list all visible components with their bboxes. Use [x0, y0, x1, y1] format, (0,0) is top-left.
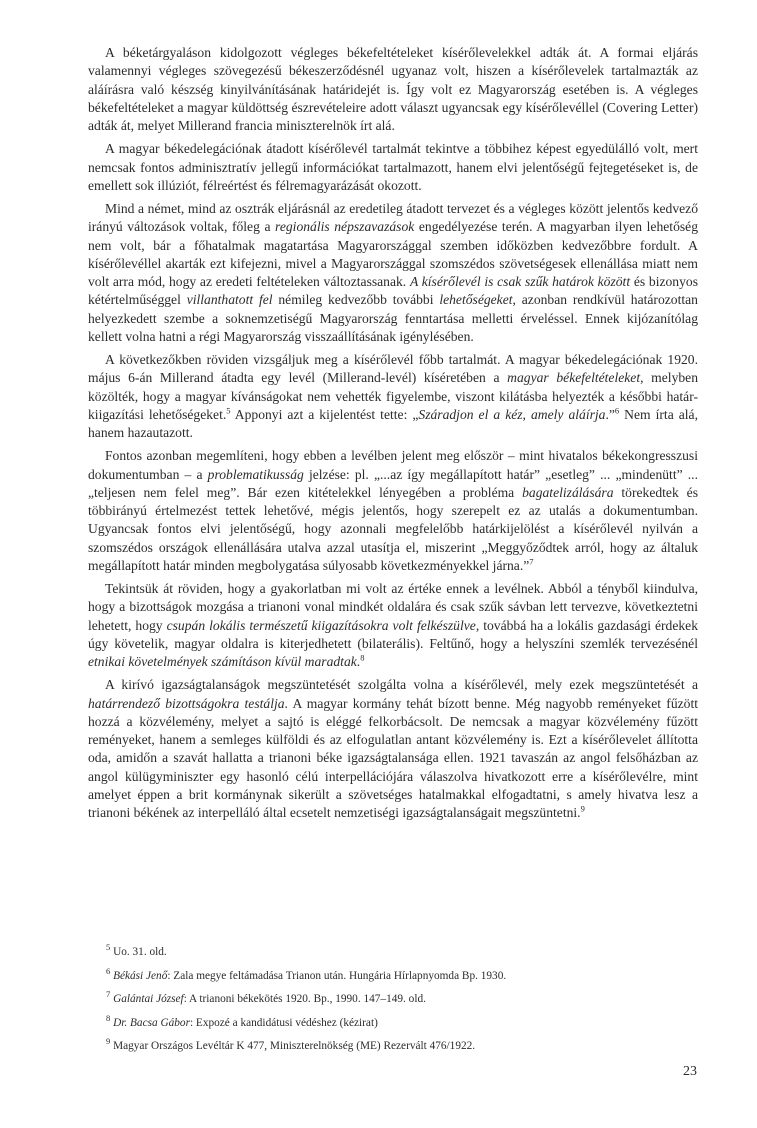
- text-run: A béketárgyaláson kidolgozott végleges békefeltételeket kísérőlevelekkel adták át. A formai eljárás valamennyi végleges szövegezésű békeszerződésnél ugyanaz volt, hiszen a kísérőlevelek tartalmazták az aláírásra való készség kinyilvánításának határidejét is. Így volt ez Magyarország esetében is. A végleges békefeltételeket a magyar küldöttség észrevételeire adott választ ugyancsak egy kísérőlevéllel (Covering Letter) adták át, melyet Millerand francia miniszterelnök írt alá.: [88, 45, 698, 133]
- footnote-ref: 6: [106, 965, 111, 976]
- text-run: .: [356, 654, 361, 669]
- body-text: [88, 44, 698, 827]
- text-run: , melyben közölték, hogy a magyar kívánságokat nem vehették figyelembe, viszont kilátásba helyezték a későbbi határ-kiigazítási lehetőségeket.: [88, 370, 698, 422]
- text-run: , azonban rendkívül határozottan helyezkedett szembe a soknemzetiségű Magyarország fenntartása melletti érveléssel. Ennek kijózanítólag kellett volna hatni a régi Magyarország visszaállításának igénylésében.: [88, 292, 698, 344]
- text-run: törekedtek és többirányú értelmezést tettek lehetővé, mégis jelentős, hogy szerepelt ez az utalás a dokumentumban. Ugyancsak fontos elvi jelentőségű, hogy azonnali megfelelőbb határkijelölést a kísérőlevél nyilván a szomszédos országok ellenállására utalva azzal utasítja el, miszerint „Meggyőződtek arról, hogy az általuk megállapított határ minden megbolygatása súlyosabb következményekkel járna.”: [88, 484, 698, 573]
- footnote: [88, 1038, 698, 1054]
- footnote-ref: 6: [614, 405, 620, 416]
- text-run: : Zala megye feltámadása Trianon után. Hungária Hírlapnyomda Bp. 1930.: [167, 969, 507, 982]
- paragraph: [88, 200, 698, 346]
- footnotes: [88, 944, 698, 1062]
- text-run: némileg kedvezőbb további: [272, 292, 440, 308]
- text-run: A kirívó igazságtalanságok megszüntetését szolgálta volna a kísérőlevél, mely ezek megszüntetését a: [105, 677, 698, 693]
- italic-text: bagatelizálására: [522, 484, 614, 500]
- footnote-ref: 9: [580, 803, 585, 814]
- footnote-ref: 8: [106, 1012, 111, 1023]
- italic-text: problematikusság: [207, 466, 304, 482]
- italic-text: villanthatott fel: [186, 292, 273, 308]
- italic-text: lehetőségeket: [439, 292, 513, 308]
- page-number: 23: [683, 1064, 697, 1079]
- italic-text: regionális népszavazások: [275, 219, 415, 235]
- italic-text: A kísérőlevél is csak szűk határok között: [409, 274, 631, 289]
- footnote-ref: 5: [106, 942, 111, 953]
- paragraph: [88, 44, 698, 135]
- footnote-ref: 7: [529, 556, 534, 567]
- paragraph: [88, 580, 698, 671]
- italic-text: magyar békefeltételeket: [507, 370, 641, 386]
- italic-text: határrendező bizottságokra testálja: [88, 695, 285, 711]
- italic-text: Békási Jenő: [113, 969, 168, 982]
- italic-text: csupán lokális természetű kiigazításokra volt felkészülve: [166, 617, 476, 633]
- paragraph: [88, 351, 698, 442]
- italic-text: Galántai József: [113, 993, 184, 1005]
- text-run: .”: [605, 406, 615, 422]
- paragraph: [88, 447, 698, 575]
- text-run: . A magyar kormány tehát bízott benne. Még nagyobb reményeket fűzött hozzá a közvélemény, melyet a sajtó is eléggé felkorbácsolt. De nemcsak a magyar közvélemény fűzött reményeket, hanem a semleges külföldi és az elfogulatlan antant közvélemény is. Ezt a kísérőlevelet állította oda, amidőn a szavát hallatta a trianoni béke igazságtalansága ellen. 1921 tavaszán az angol felsőházban az angol külügyminiszter egy hasonló célú interpellációjára válaszolva hivatkozott erre a kísérőlevélre, mint amelyet éppen a brit kormánynak sikerült a szövetséges hatalmakkal elfogadtatni, s amely hivatva lesz a trianoni békének az interpelláló által ecsetelt nemzetiségi igazságtalanságait megszüntetni.: [88, 695, 698, 820]
- text-run: : A trianoni békekötés 1920. Bp., 1990. 147–149. old.: [183, 993, 426, 1005]
- text-run: A következőkben röviden vizsgáljuk meg a kísérőlevél főbb tartalmát. A magyar békedelegációnak 1920. május 6-án Millerand átadta egy levél (Millerand-levél) kíséretében a: [88, 352, 698, 386]
- text-run: és bizonyos kétértelműséggel: [88, 274, 698, 308]
- footnote-ref: 5: [226, 405, 231, 416]
- text-run: , továbbá ha a lokális gazdasági érdekek úgy követelik, magyar oldalra is kiterjedhetett (bilaterális). Feltűnő, hogy a helyszíni szemlék tervezésénél: [88, 617, 699, 651]
- footnote-ref: 7: [106, 989, 111, 1000]
- footnote-ref: 9: [106, 1036, 111, 1047]
- italic-text: etnikai követelmények számításon kívül maradtak: [88, 654, 357, 669]
- text-run: engedélyezése terén. A magyarban ilyen lehetőség nem volt, bár a főhatalmak magatartása Magyarországgal szemben időközben kedvezőbbre fordult. A kísérőlevéllel akarták ezt kifejezni, mivel a Magyarországgal szomszédos szövetségesek ellenállása miatt nem volt arra mód, hogy az eredeti feltételeken változtassanak.: [88, 219, 698, 289]
- footnote: [88, 991, 698, 1007]
- text-run: A magyar békedelegációnak átadott kísérőlevél tartalmát tekintve a többihez képest egyedülálló volt, mert nemcsak fontos adminisztratív jellegű információkat tartalmazott, hanem elvi jelentőségű fejtegetéseket is, de emellett sok illúziót, félreértést és félremagyarázását okozott.: [88, 141, 698, 193]
- footnote: [88, 944, 698, 960]
- text-run: Mind a német, mind az osztrák eljárásnál az eredetileg átadott tervezet és a végleges között jelentős kedvező irányú változások voltak, főleg a: [88, 201, 698, 235]
- text-run: Apponyi azt a kijelentést tette: „: [230, 406, 419, 422]
- italic-text: Száradjon el a kéz, amely aláírja: [418, 406, 606, 422]
- text-run: Magyar Országos Levéltár K 477, Miniszterelnökség (ME) Rezervált 476/1922.: [110, 1040, 476, 1052]
- paragraph: [88, 676, 698, 822]
- text-run: Fontos azonban megemlíteni, hogy ebben a levélben jelent meg először – mint hivatalos békekongresszusi dokumentumban – a: [88, 448, 698, 482]
- italic-text: Dr. Bacsa Gábor: [113, 1016, 190, 1029]
- paragraph: [88, 140, 698, 195]
- footnote-ref: 8: [360, 652, 365, 663]
- footnote: [88, 965, 698, 984]
- text-run: Tekintsük át röviden, hogy a gyakorlatban mi volt az értéke ennek a levélnek. Abból a tényből kiindulva, hogy a bizottságok mozgása a trianoni vonal mindkét oldalára és csak szűk sávban lett tervezve, következtetni lehetett, hogy: [88, 581, 698, 633]
- text-run: Nem írta alá, hanem hazautazott.: [88, 406, 698, 440]
- text-run: Uo. 31. old.: [110, 946, 167, 958]
- text-run: : Expozé a kandidátusi védéshez (kézirat): [189, 1016, 378, 1029]
- footnote: [88, 1012, 698, 1031]
- text-run: jelzése: pl. „...az így megállapított határ” „esetleg” ... „mindenütt” ... „teljesen nem felel meg”. Bár ezen kitételekkel lényegében a probléma: [88, 466, 698, 500]
